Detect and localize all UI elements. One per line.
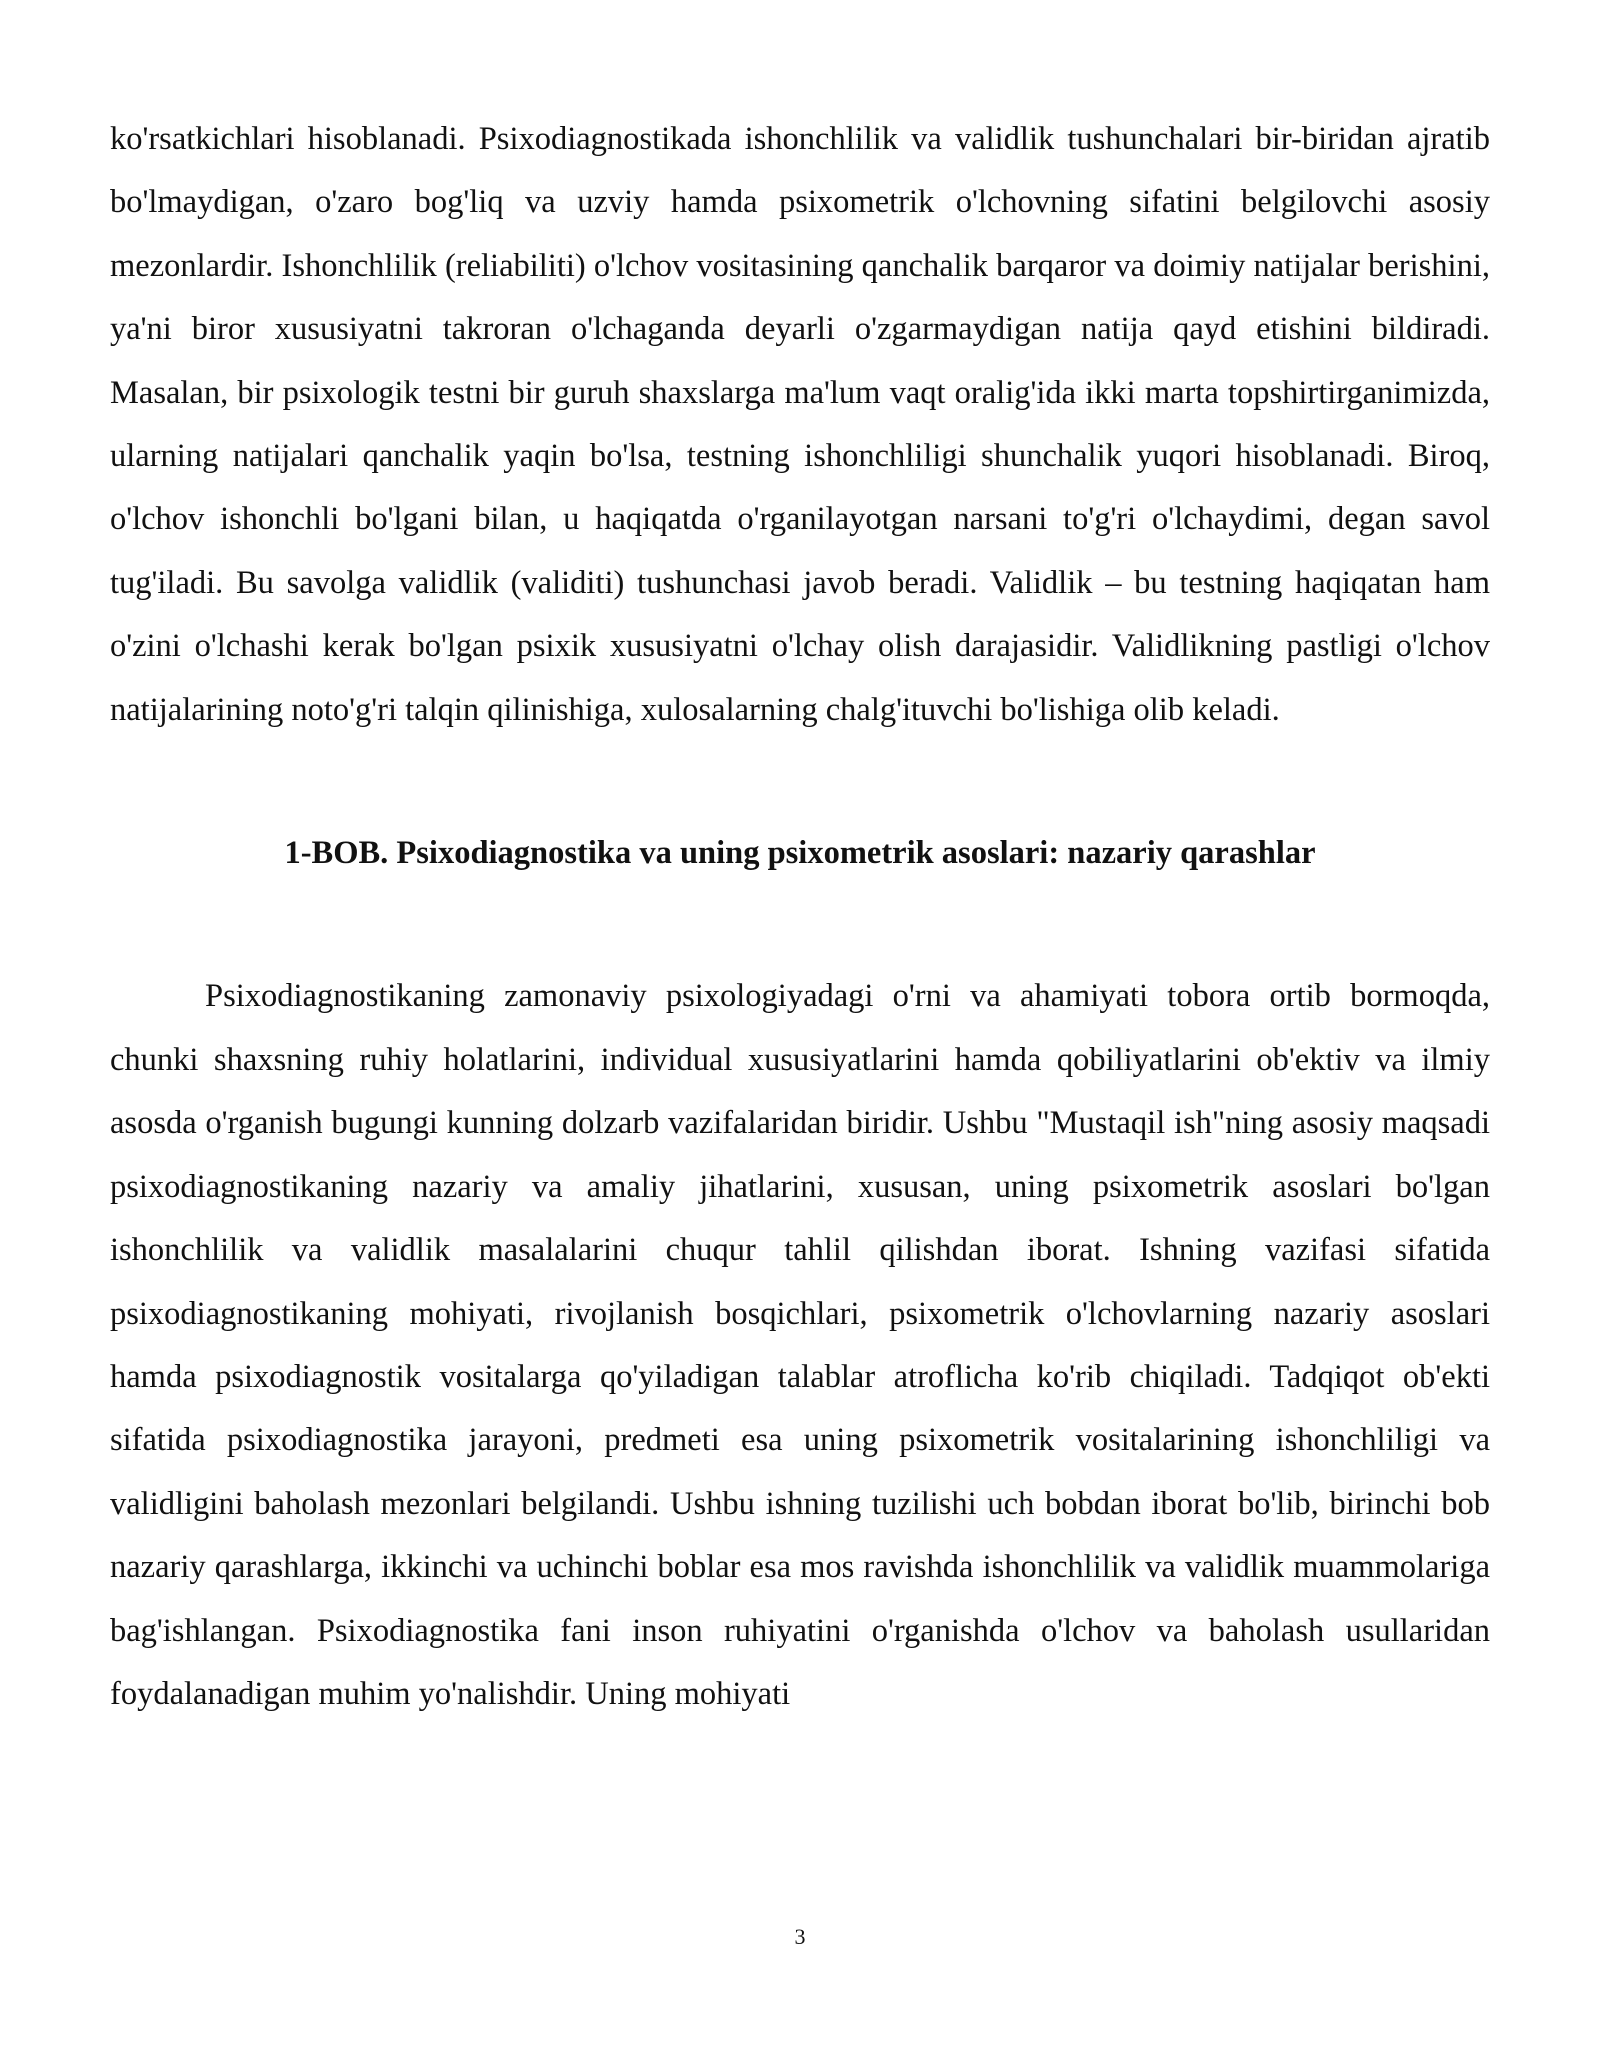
document-page (110, 108, 1490, 1726)
body-paragraph: Psixodiagnostikaning zamonaviy psixologiyadagi o'rni va ahamiyati tobora ortib bormoqda, chunki shaxsning ruhiy holatlarini, individual xususiyatlarini hamda qobiliyatlarini ob'ektiv va ilmiy asosda o'rganish bugungi kunning dolzarb vazifalaridan biridir. Ushbu "Mustaqil ish"ning asosiy maqsadi psixodiagnostikaning nazariy va amaliy jihatlarini, xususan, uning psixometrik asoslari bo'lgan ishonchlilik va validlik masalalarini chuqur tahlil qilishdan iborat. Ishning vazifasi sifatida psixodiagnostikaning mohiyati, rivojlanish bosqichlari, psixometrik o'lchovlarning nazariy asoslari hamda psixodiagnostik vositalarga qo'yiladigan talablar atroflicha ko'rib chiqiladi. Tadqiqot ob'ekti sifatida psixodiagnostika jarayoni, predmeti esa uning psixometrik vositalarining ishonchliligi va validligini baholash mezonlari belgilandi. Ushbu ishning tuzilishi uch bobdan iborat bo'lib, birinchi bob nazariy qarashlarga, ikkinchi va uchinchi boblar esa mos ravishda ishonchlilik va validlik muammolariga bag'ishlangan. Psixodiagnostika fani inson ruhiyatini o'rganishda o'lchov va baholash usullaridan foydalanadigan muhim yo'nalishdir. Uning mohiyati (110, 978, 1490, 1712)
chapter-heading: 1-BOB. Psixodiagnostika va uning psixometrik asoslari: nazariy qarashlar (284, 835, 1316, 872)
page-number: 3 (794, 1924, 806, 1949)
body-paragraph: ko'rsatkichlari hisoblanadi. Psixodiagnostikada ishonchlilik va validlik tushunchalari bir-biridan ajratib bo'lmaydigan, o'zaro bog'liq va uzviy hamda psixometrik o'lchovning sifatini belgilovchi asosiy mezonlardir. Ishonchlilik (reliabiliti) o'lchov vositasining qanchalik barqaror va doimiy natijalar berishini, ya'ni biror xususiyatni takroran o'lchaganda deyarli o'zgarmaydigan natija qayd etishini bildiradi. Masalan, bir psixologik testni bir guruh shaxslarga ma'lum vaqt oralig'ida ikki marta topshirtirganimizda, ularning natijalari qanchalik yaqin bo'lsa, testning ishonchliligi shunchalik yuqori hisoblanadi. Biroq, o'lchov ishonchli bo'lgani bilan, u haqiqatda o'rganilayotgan narsani to'g'ri o'lchaydimi, degan savol tug'iladi. Bu savolga validlik (validiti) tushunchasi javob beradi. Validlik – bu testning haqiqatan ham o'zini o'lchashi kerak bo'lgan psixik xususiyatni o'lchay olish darajasidir. Validlikning pastligi o'lchov natijalarining noto'g'ri talqin qilinishiga, xulosalarning chalg'ituvchi bo'lishiga olib keladi. (110, 121, 1490, 728)
